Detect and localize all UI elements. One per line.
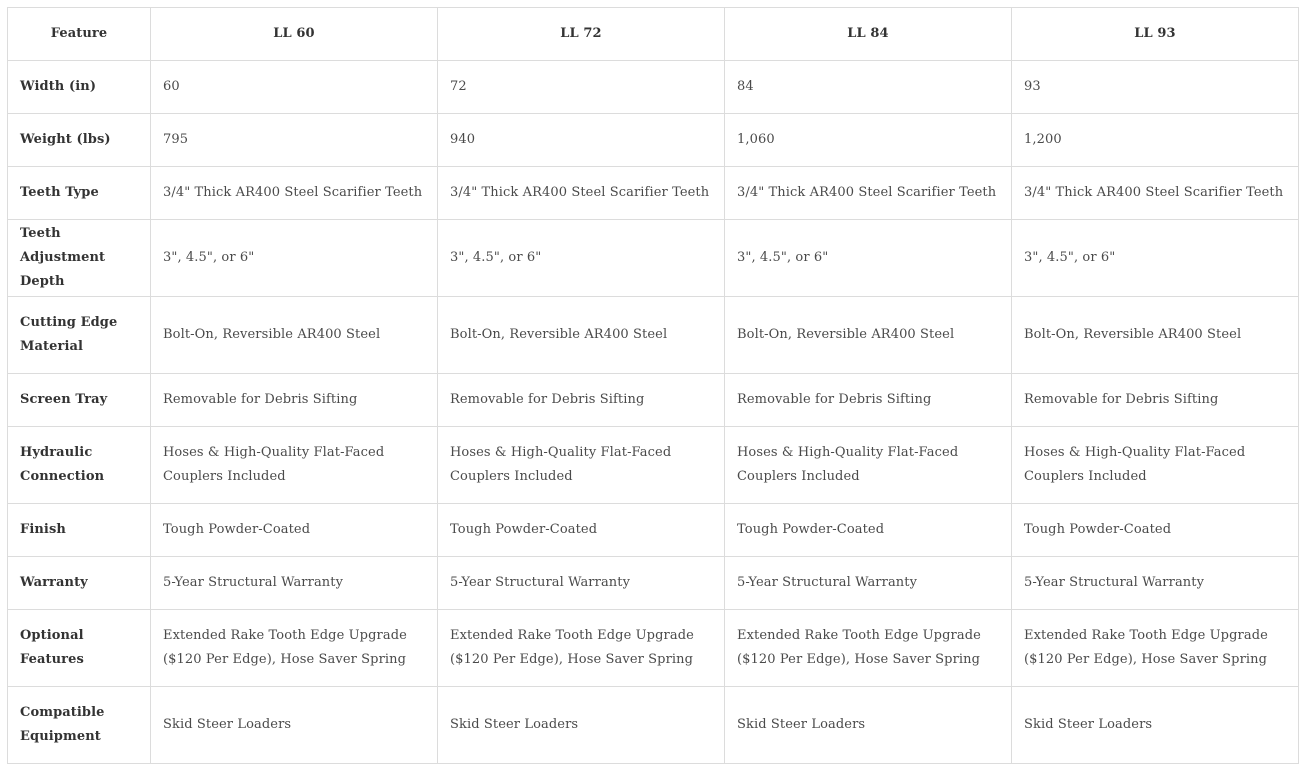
table-cell: Removable for Debris Sifting: [1012, 374, 1299, 427]
table-cell: 5-Year Structural Warranty: [438, 557, 725, 610]
table-cell: Extended Rake Tooth Edge Upgrade ($120 Per Edge), Hose Saver Spring: [1012, 610, 1299, 687]
table-row-teeth-adjustment-depth: [8, 220, 1299, 297]
row-label: Width (in): [8, 61, 151, 114]
table-body: [8, 61, 1299, 764]
row-label: Weight (lbs): [8, 114, 151, 167]
table-cell: Tough Powder-Coated: [1012, 504, 1299, 557]
table-row-teeth-type: [8, 167, 1299, 220]
table-cell: Removable for Debris Sifting: [151, 374, 438, 427]
table-cell: Skid Steer Loaders: [1012, 687, 1299, 764]
header-row: [8, 8, 1299, 61]
row-label: Teeth Adjustment Depth: [8, 220, 151, 297]
row-label: Finish: [8, 504, 151, 557]
table-row-screen-tray: [8, 374, 1299, 427]
table-cell: 3", 4.5", or 6": [151, 220, 438, 297]
table-cell: Bolt-On, Reversible AR400 Steel: [1012, 297, 1299, 374]
table-cell: Extended Rake Tooth Edge Upgrade ($120 Per Edge), Hose Saver Spring: [725, 610, 1012, 687]
table-cell: 5-Year Structural Warranty: [1012, 557, 1299, 610]
table-cell: 3/4" Thick AR400 Steel Scarifier Teeth: [1012, 167, 1299, 220]
header-ll-72: LL 72: [438, 8, 725, 61]
table-row-hydraulic-connection: [8, 427, 1299, 504]
table-cell: 5-Year Structural Warranty: [151, 557, 438, 610]
header-feature: Feature: [8, 8, 151, 61]
table-cell: 795: [151, 114, 438, 167]
table-cell: 1,200: [1012, 114, 1299, 167]
table-row-compatible-equipment: [8, 687, 1299, 764]
table-cell: Tough Powder-Coated: [725, 504, 1012, 557]
table-cell: Extended Rake Tooth Edge Upgrade ($120 Per Edge), Hose Saver Spring: [151, 610, 438, 687]
table-row-warranty: [8, 557, 1299, 610]
table-cell: Bolt-On, Reversible AR400 Steel: [725, 297, 1012, 374]
row-label: Warranty: [8, 557, 151, 610]
row-label: Optional Features: [8, 610, 151, 687]
table-cell: 3", 4.5", or 6": [1012, 220, 1299, 297]
table-cell: 93: [1012, 61, 1299, 114]
header-ll-93: LL 93: [1012, 8, 1299, 61]
table-cell: 3", 4.5", or 6": [725, 220, 1012, 297]
table-row-finish: [8, 504, 1299, 557]
table-cell: Bolt-On, Reversible AR400 Steel: [438, 297, 725, 374]
table-cell: Extended Rake Tooth Edge Upgrade ($120 Per Edge), Hose Saver Spring: [438, 610, 725, 687]
table-cell: Hoses & High-Quality Flat-Faced Couplers Included: [1012, 427, 1299, 504]
table-cell: 72: [438, 61, 725, 114]
table-cell: 60: [151, 61, 438, 114]
table-cell: Bolt-On, Reversible AR400 Steel: [151, 297, 438, 374]
row-label: Cutting Edge Material: [8, 297, 151, 374]
table-cell: Tough Powder-Coated: [438, 504, 725, 557]
header-ll-84: LL 84: [725, 8, 1012, 61]
table-cell: 940: [438, 114, 725, 167]
table-cell: 3", 4.5", or 6": [438, 220, 725, 297]
table-cell: Skid Steer Loaders: [438, 687, 725, 764]
table-cell: Hoses & High-Quality Flat-Faced Couplers Included: [438, 427, 725, 504]
table-cell: 3/4" Thick AR400 Steel Scarifier Teeth: [438, 167, 725, 220]
table-cell: Skid Steer Loaders: [151, 687, 438, 764]
table-cell: Tough Powder-Coated: [151, 504, 438, 557]
table-row-width: [8, 61, 1299, 114]
table-cell: Hoses & High-Quality Flat-Faced Couplers Included: [151, 427, 438, 504]
row-label: Teeth Type: [8, 167, 151, 220]
row-label: Hydraulic Connection: [8, 427, 151, 504]
table-row-cutting-edge-material: [8, 297, 1299, 374]
table-cell: Removable for Debris Sifting: [725, 374, 1012, 427]
table-row-weight: [8, 114, 1299, 167]
spec-comparison-table: [7, 7, 1299, 764]
table-cell: 3/4" Thick AR400 Steel Scarifier Teeth: [725, 167, 1012, 220]
table-cell: 3/4" Thick AR400 Steel Scarifier Teeth: [151, 167, 438, 220]
table-cell: Skid Steer Loaders: [725, 687, 1012, 764]
header-ll-60: LL 60: [151, 8, 438, 61]
table-cell: 84: [725, 61, 1012, 114]
table-cell: Removable for Debris Sifting: [438, 374, 725, 427]
table-row-optional-features: [8, 610, 1299, 687]
row-label: Compatible Equipment: [8, 687, 151, 764]
table-cell: 1,060: [725, 114, 1012, 167]
table-header: [8, 8, 1299, 61]
row-label: Screen Tray: [8, 374, 151, 427]
table-cell: Hoses & High-Quality Flat-Faced Couplers Included: [725, 427, 1012, 504]
table-cell: 5-Year Structural Warranty: [725, 557, 1012, 610]
